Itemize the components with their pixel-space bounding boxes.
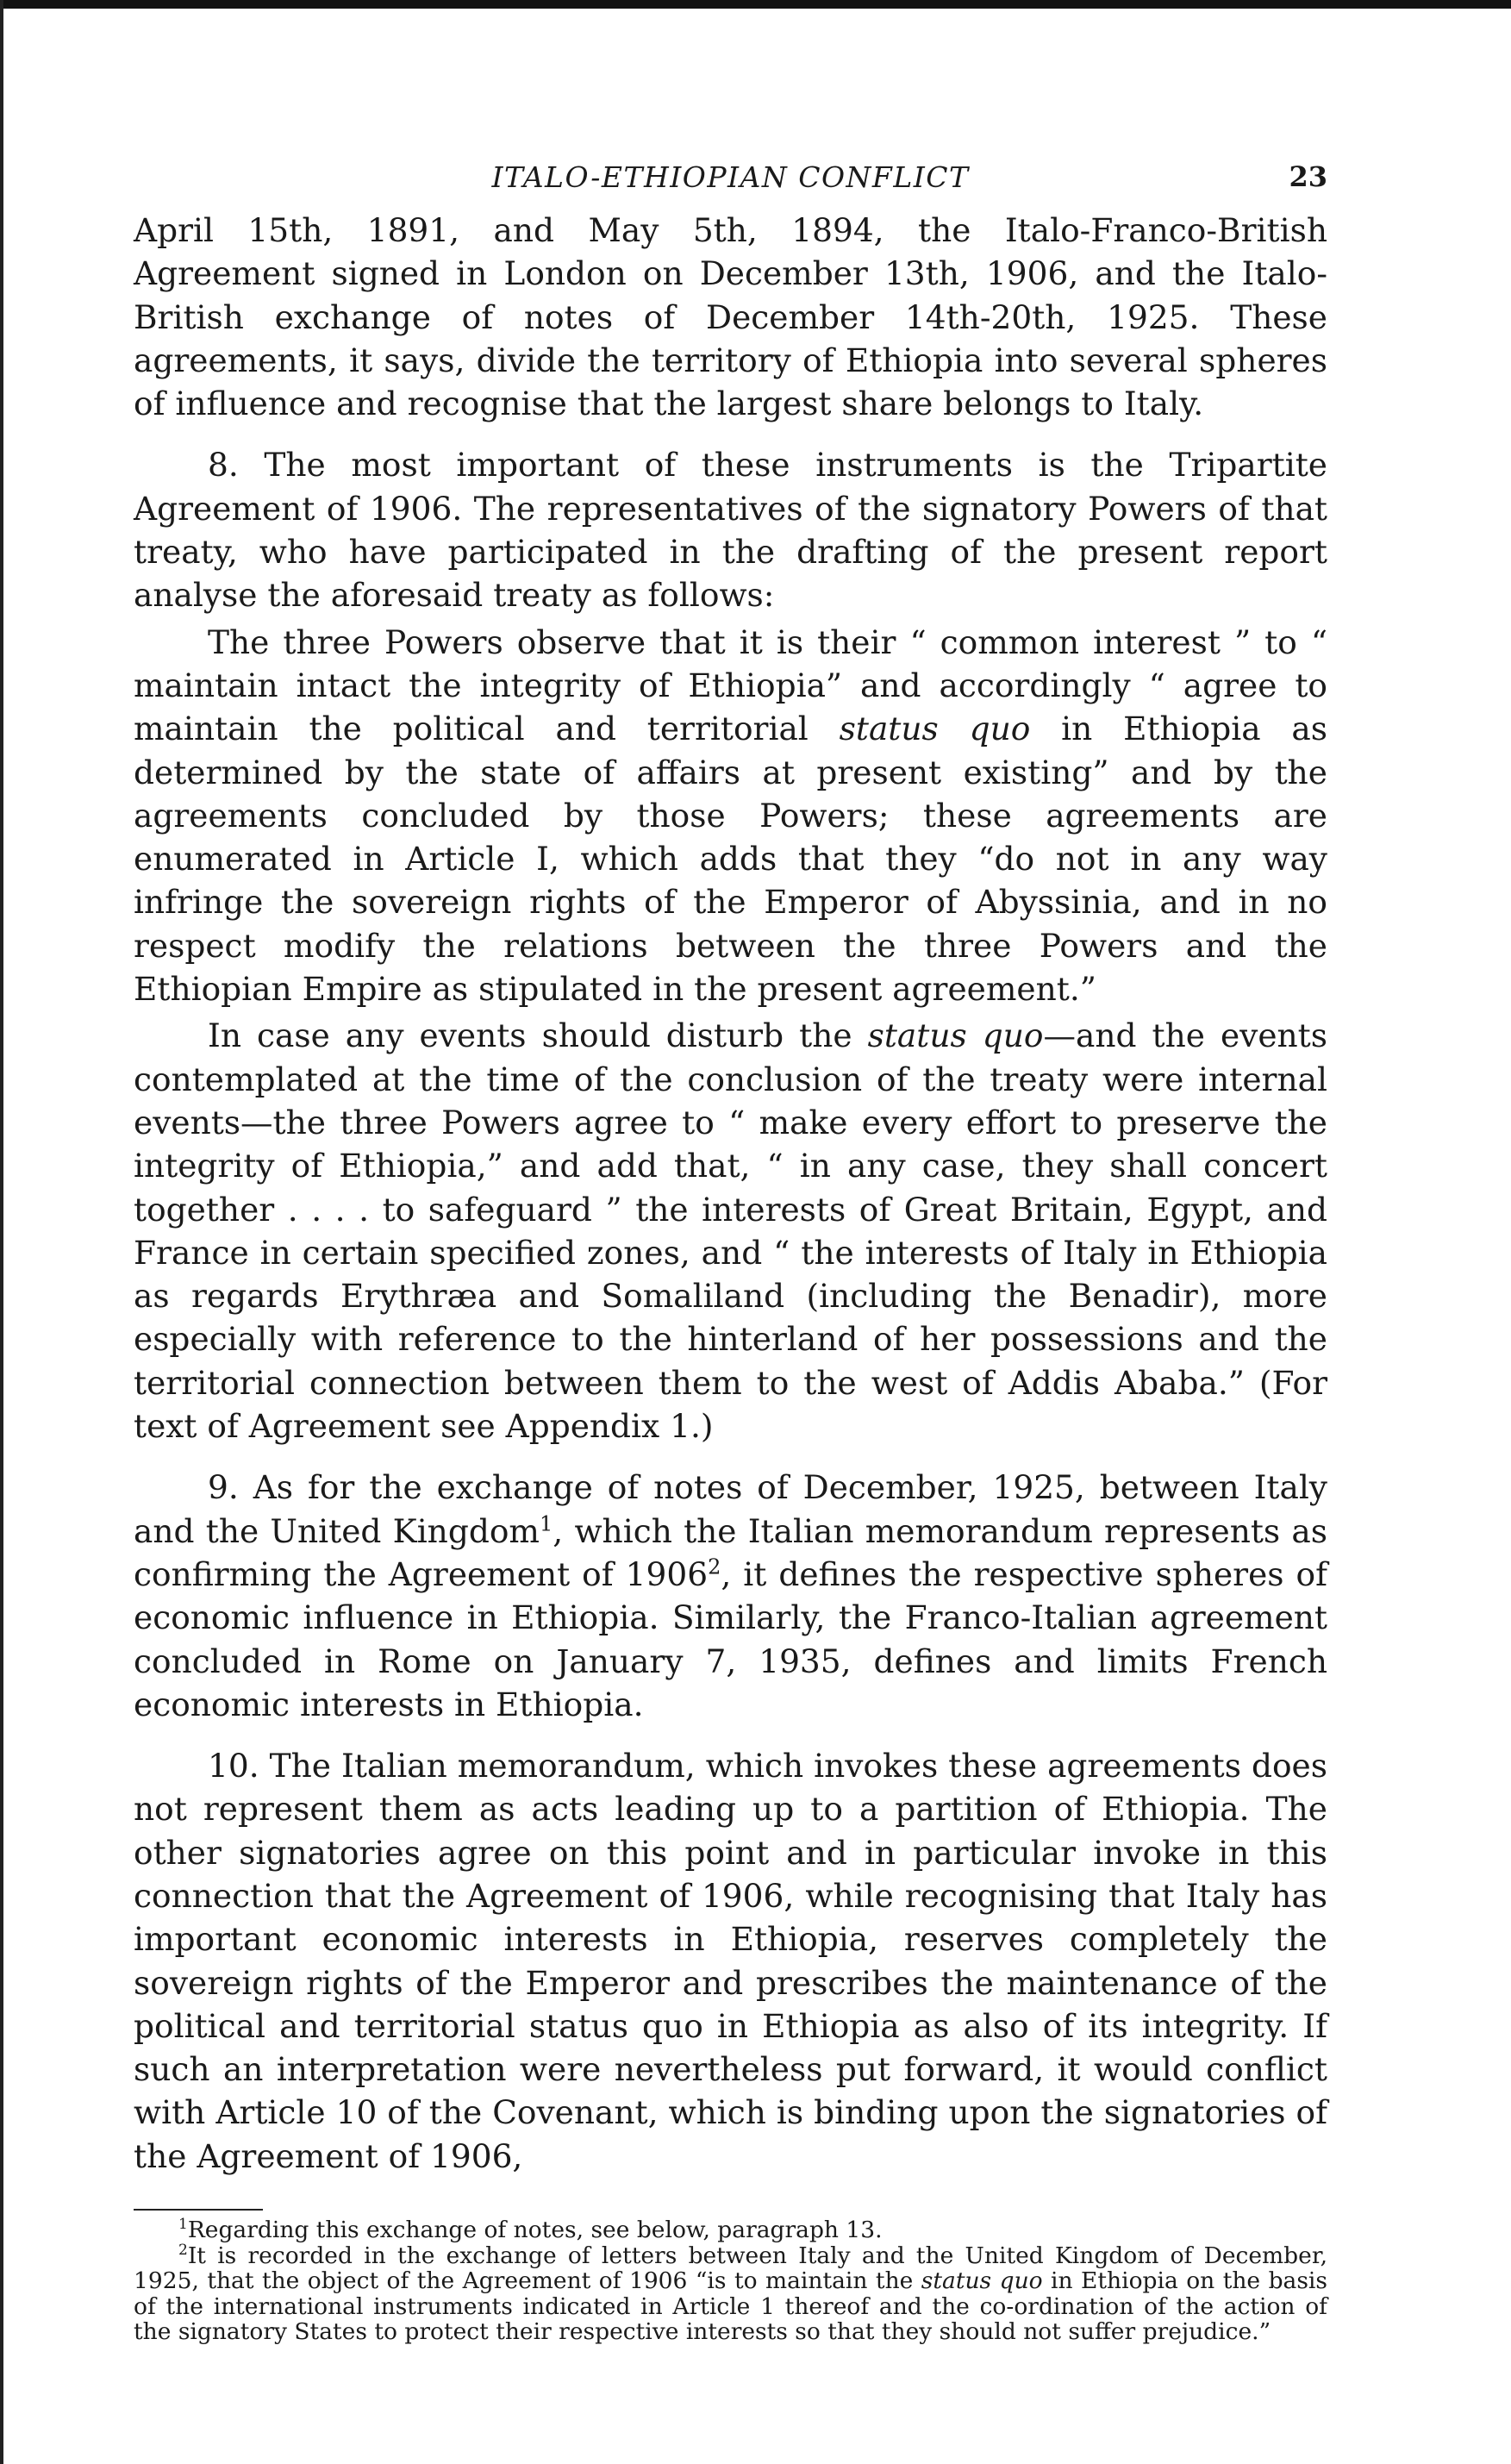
footnote-2 xyxy=(134,2243,1327,2345)
paragraph-8-status-quo xyxy=(134,1014,1327,1448)
footnote-text: It is recorded in the exchange of letters between Italy and the United Kingdom of December, 1925, that the object of the Agreement of 1906 “is to maintain the xyxy=(134,2242,1327,2295)
footnote-ref-1[interactable]: 1 xyxy=(540,1511,553,1536)
text-span: in Ethiopia as determined by the state of affairs at present existing” and by the agreements concluded by those Powers; these agreements are enumerated in Article I, which adds that they “do not in any way infringe the sovereign rights of the Emperor of Abyssinia, and in no respect modify the relations between the three Powers and the Ethiopian Empire as stipulated in the present agreement.” xyxy=(134,710,1328,1009)
document-page xyxy=(134,155,1327,2345)
body-text xyxy=(134,209,1327,2178)
italic-term: status quo xyxy=(921,2267,1043,2295)
paragraph-8-analysis xyxy=(134,621,1327,1011)
paragraph-10: 10. The Italian memorandum, which invokes these agreements does not represent them as acts leading up to a partition of Ethiopia. The other signatories agree on this point and in particular invoke in this connection that the Agreement of 1906, while recognising that Italy has important economic interests in Ethiopia, reserves completely the sovereign rights of the Emperor and prescribes the maintenance of the political and territorial status quo in Ethiopia as also of its integrity. If such an interpretation were nevertheless put forward, it would conflict with Article 10 of the Covenant, which is binding upon the signatories of the Agreement of 1906, xyxy=(134,1747,1327,2175)
footnotes xyxy=(134,2217,1327,2345)
running-header xyxy=(134,155,1327,197)
text-span: —and the events contemplated at the time of the conclusion of the treaty were internal events—the three Powers agree to “ make every effort to preserve the integrity of Ethiopia,” and add that, “ in any case, they shall concert together . . . . to safeguard ” the interests of Great Britain, Egypt, and France in certain specified zones, and “ the interests of Italy in Ethiopia as regards Erythræa and Somaliland (including the Benadir), more especially with reference to the hinterland of her possessions and the territorial connection between them to the west of Addis Ababa.” (For text of Agreement see Appendix 1.) xyxy=(134,1016,1327,1446)
text-span: In case any events should disturb the xyxy=(208,1016,868,1055)
page-number: 23 xyxy=(1289,160,1327,193)
left-border xyxy=(0,0,3,2464)
footnote-text: in Ethiopia on the basis of the international instruments indicated in Article 1 thereof and the co-ordination of the action of the signatory States to protect their respective interests so that they should not suffer prejudice.” xyxy=(134,2267,1328,2346)
italic-term: status quo xyxy=(867,1016,1044,1055)
text-span: , it defines the respective spheres of economic influence in Ethiopia. Similarly, the Franco-Italian agreement concluded in Rome on January 7, 1935, defines and limits French economic interests in Ethiopia. xyxy=(134,1554,1327,1723)
top-border xyxy=(0,0,1511,9)
footnote-mark: 1 xyxy=(178,2216,188,2234)
text-span: 9. As for the exchange of notes of December, 1925, between Italy and the United Kingdom xyxy=(134,1468,1327,1550)
footnote-mark: 2 xyxy=(178,2241,188,2259)
paragraph-continuation: April 15th, 1891, and May 5th, 1894, the Italo-Franco-British Agreement signed in London on December 13th, 1906, and the Italo-British exchange of notes of December 14th-20th, 1925. These agreements, it says, divide the territory of Ethiopia into several spheres of influence and recognise that the largest share belongs to Italy. xyxy=(134,211,1327,423)
running-title: ITALO-ETHIOPIAN CONFLICT xyxy=(491,160,970,194)
footnote-1 xyxy=(134,2217,1327,2243)
text-span: , which the Italian memorandum represents as confirming the Agreement of 1906 xyxy=(134,1511,1328,1593)
footnote-text: Regarding this exchange of notes, see below, paragraph 13. xyxy=(187,2217,883,2244)
paragraph-8: 8. The most important of these instruments is the Tripartite Agreement of 1906. The representatives of the signatory Powers of that treaty, who have participated in the drafting of the present report analyse the aforesaid treaty as follows: xyxy=(134,446,1327,615)
text-span: The three Powers observe that it is their “ common interest ” to “ maintain intact the integrity of Ethiopia” and accordingly “ agree to maintain the political and territorial xyxy=(134,622,1327,748)
footnote-divider xyxy=(134,2209,263,2211)
footnote-ref-2[interactable]: 2 xyxy=(708,1554,721,1579)
italic-term: status quo xyxy=(839,710,1031,748)
paragraph-9 xyxy=(134,1466,1327,1726)
